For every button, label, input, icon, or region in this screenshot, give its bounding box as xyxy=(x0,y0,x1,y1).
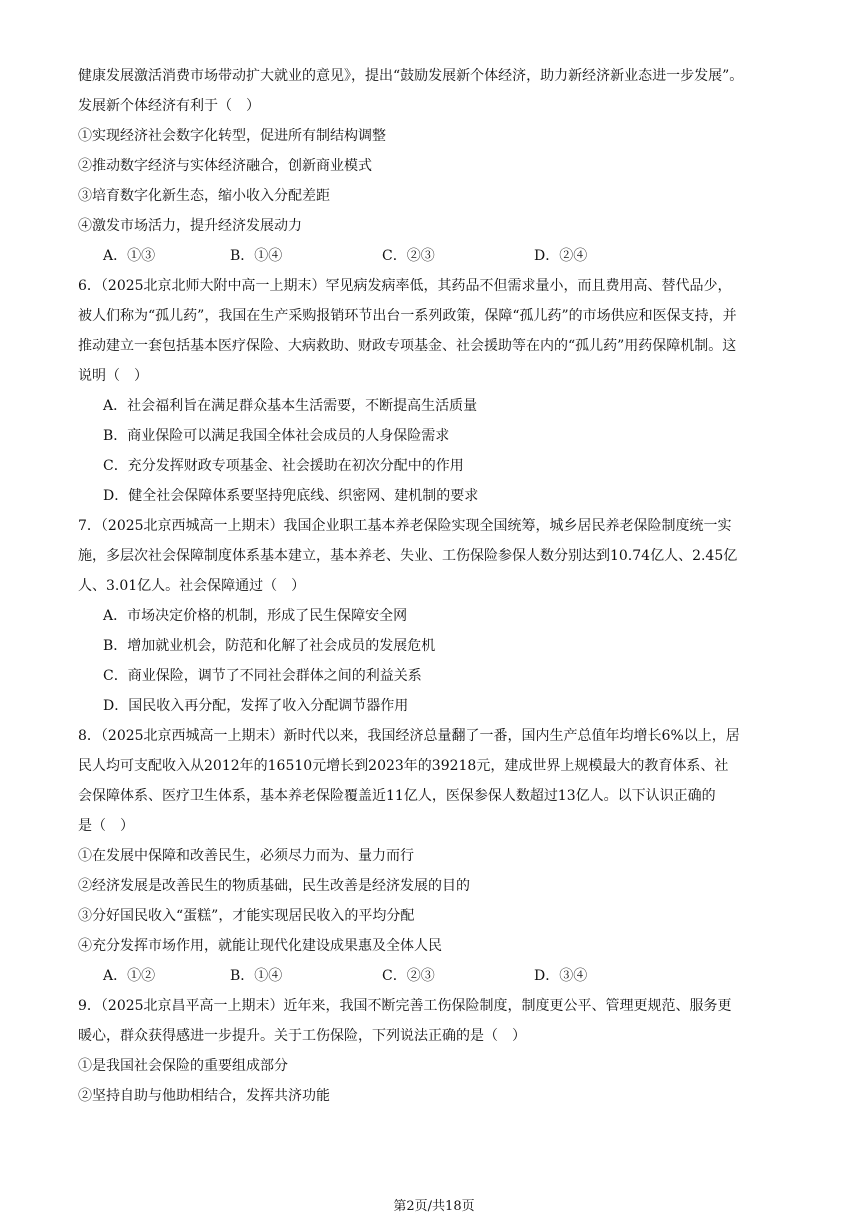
q5-item-4: ④激发市场活力，提升经济发展动力 xyxy=(78,218,302,234)
q5-item-1: ①实现经济社会数字化转型，促进所有制结构调整 xyxy=(78,128,386,144)
q7-option-a: A．市场决定价格的机制，形成了民生保障安全网 xyxy=(103,608,408,624)
q7-option-d: D．国民收入再分配，发挥了收入分配调节器作用 xyxy=(103,698,409,714)
q5-option-c: C．②③ xyxy=(382,248,435,264)
q5-option-a: A．①③ xyxy=(103,248,156,264)
q8-option-d: D．③④ xyxy=(534,968,588,984)
q9-stem-line-2: 暖心，群众获得感进一步提升。关于工伤保险，下列说法正确的是（ ） xyxy=(78,1028,526,1044)
q8-stem-line-3: 会保障体系、医疗卫生体系，基本养老保险覆盖近11亿人，医保参保人数超过13亿人。以下认识正确的 xyxy=(78,788,716,804)
q9-item-1: ①是我国社会保险的重要组成部分 xyxy=(78,1058,288,1074)
q8-item-3: ③分好国民收入“蛋糕”，才能实现居民收入的平均分配 xyxy=(78,908,415,924)
q8-option-c: C．②③ xyxy=(382,968,435,984)
q6-stem-line-2: 被人们称为“孤儿药”，我国在生产采购报销环节出台一系列政策，保障“孤儿药”的市场供应和医保支持，并 xyxy=(78,308,737,324)
q8-option-a: A．①② xyxy=(103,968,156,984)
q6-stem-line-3: 推动建立一套包括基本医疗保险、大病救助、财政专项基金、社会援助等在内的“孤儿药”用药保障机制。这 xyxy=(78,338,737,354)
q8-item-4: ④充分发挥市场作用，就能让现代化建设成果惠及全体人民 xyxy=(78,938,442,954)
q6-option-d: D．健全社会保障体系要坚持兜底线、织密网、建机制的要求 xyxy=(103,488,479,504)
q8-item-1: ①在发展中保障和改善民生，必须尽力而为、量力而行 xyxy=(78,848,414,864)
q8-stem-line-1: 8．（2025北京西城高一上期末）新时代以来，我国经济总量翻了一番，国内生产总值年均增长6%以上，居 xyxy=(78,728,740,744)
q8-option-b: B．①④ xyxy=(230,968,283,984)
q7-option-c: C．商业保险，调节了不同社会群体之间的利益关系 xyxy=(103,668,422,684)
q9-item-2: ②坚持自助与他助相结合，发挥共济功能 xyxy=(78,1088,330,1104)
q6-stem-line-4: 说明（ ） xyxy=(78,368,148,384)
q8-stem-line-4: 是（ ） xyxy=(78,818,134,834)
q6-option-a: A．社会福利旨在满足群众基本生活需要，不断提高生活质量 xyxy=(103,398,478,414)
q9-stem-line-1: 9．（2025北京昌平高一上期末）近年来，我国不断完善工伤保险制度，制度更公平、管理更规范、服务更 xyxy=(78,998,732,1014)
q7-option-b: B．增加就业机会，防范和化解了社会成员的发展危机 xyxy=(103,638,436,654)
q5-stem-line-2: 发展新个体经济有利于（ ） xyxy=(78,98,260,114)
q6-stem-line-1: 6．（2025北京北师大附中高一上期末）罕见病发病率低，其药品不但需求量小，而且费用高、替代品少， xyxy=(78,278,732,294)
q6-option-b: B．商业保险可以满足我国全体社会成员的人身保险需求 xyxy=(103,428,450,444)
q5-stem-line-1: 健康发展激活消费市场带动扩大就业的意见》，提出“鼓励发展新个体经济，助力新经济新业态进一步发展”。 xyxy=(78,68,744,84)
q6-option-c: C．充分发挥财政专项基金、社会援助在初次分配中的作用 xyxy=(103,458,464,474)
q7-stem-line-3: 人、3.01亿人。社会保障通过（ ） xyxy=(78,578,306,594)
q5-item-2: ②推动数字经济与实体经济融合，创新商业模式 xyxy=(78,158,372,174)
q8-item-2: ②经济发展是改善民生的物质基础，民生改善是经济发展的目的 xyxy=(78,878,470,894)
q7-stem-line-1: 7．（2025北京西城高一上期末）我国企业职工基本养老保险实现全国统筹，城乡居民养老保险制度统一实 xyxy=(78,518,732,534)
q5-option-b: B．①④ xyxy=(230,248,283,264)
q8-stem-line-2: 民人均可支配收入从2012年的16510元增长到2023年的39218元，建成世界上规模最大的教育体系、社 xyxy=(78,758,729,774)
page-number: 第2页/共18页 xyxy=(393,1199,475,1214)
q7-stem-line-2: 施，多层次社会保障制度体系基本建立，基本养老、失业、工伤保险参保人数分别达到10.74亿人、2.45亿 xyxy=(78,548,738,564)
q5-item-3: ③培育数字化新生态，缩小收入分配差距 xyxy=(78,188,330,204)
q5-option-d: D．②④ xyxy=(534,248,588,264)
